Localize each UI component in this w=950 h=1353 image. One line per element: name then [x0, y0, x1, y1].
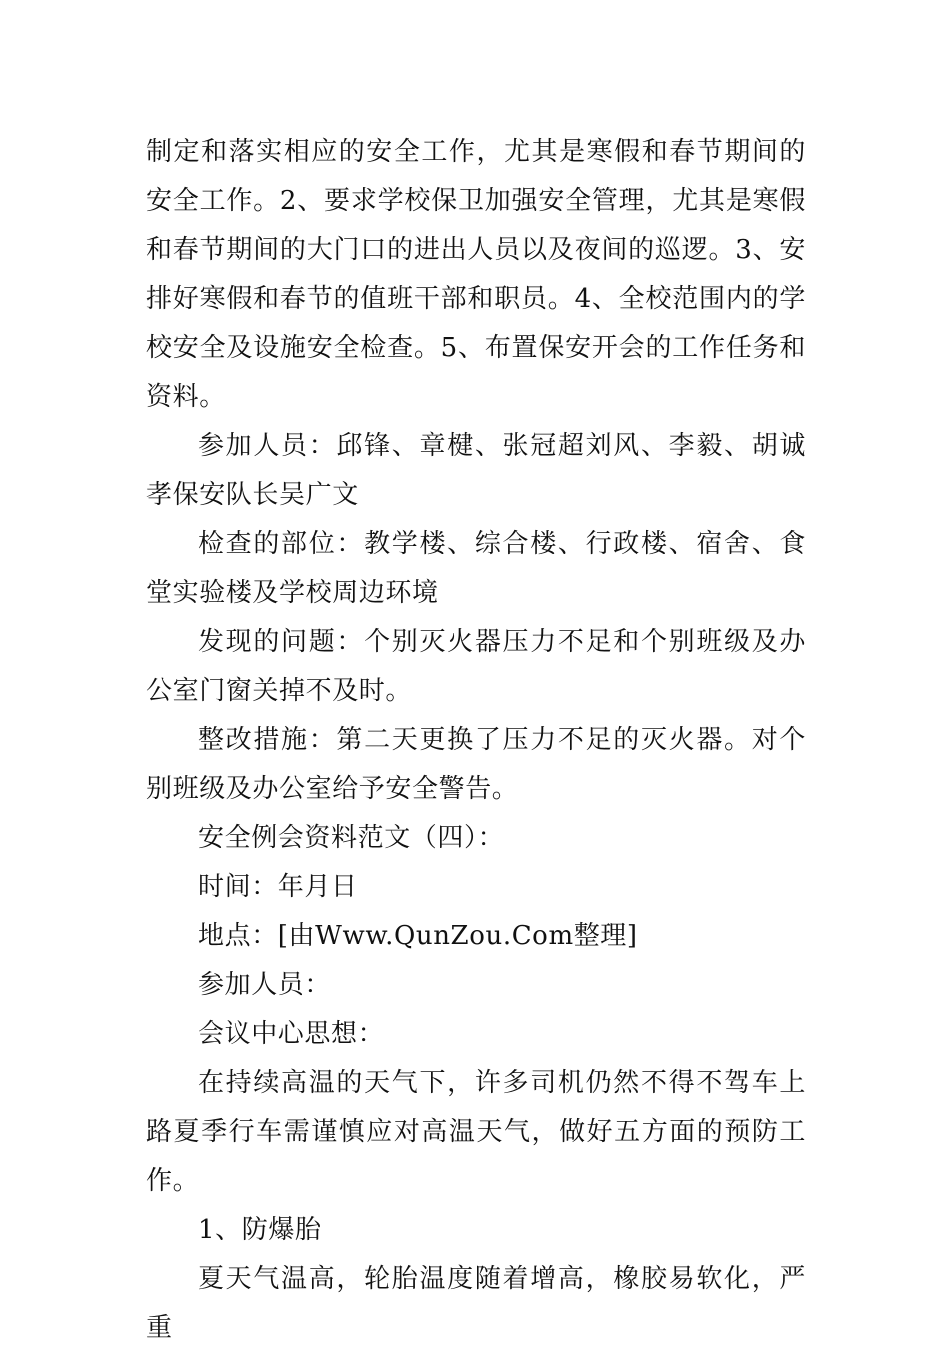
paragraph-inspection-areas: 检查的部位：教学楼、综合楼、行政楼、宿舍、食堂实验楼及学校周边环境	[146, 529, 806, 608]
paragraph-summer-driving: 在持续高温的天气下，许多司机仍然不得不驾车上路夏季行车需谨慎应对高温天气，做好五方面的预防工作。	[146, 1068, 806, 1196]
document-page	[146, 128, 806, 1353]
list-item-1-heading: 1、防爆胎	[198, 1215, 322, 1245]
paragraph-problems-found: 发现的问题：个别灭火器压力不足和个别班级及办公室门窗关掉不及时。	[146, 627, 806, 706]
paragraph-attendees: 参加人员：	[198, 970, 332, 1000]
paragraph-tire-temperature: 夏天气温高，轮胎温度随着增高，橡胶易软化，严重	[146, 1264, 806, 1343]
paragraph-central-idea: 会议中心思想：	[198, 1019, 385, 1049]
paragraph-participants: 参加人员：邱锋、章楗、张冠超刘风、李毅、胡诚孝保安队长吴广文	[146, 431, 806, 510]
section-heading: 安全例会资料范文（四）：	[198, 823, 505, 853]
paragraph-1: 制定和落实相应的安全工作，尤其是寒假和春节期间的安全工作。2、要求学校保卫加强安全管理，尤其是寒假和春节期间的大门口的进出人员以及夜间的巡逻。3、安排好寒假和春节的值班干部和职员。4、全校范围内的学校安全及设施安全检查。5、布置保安开会的工作任务和资料。	[146, 137, 806, 412]
paragraph-time: 时间：年月日	[198, 872, 358, 902]
paragraph-corrective-measures: 整改措施：第二天更换了压力不足的灭火器。对个别班级及办公室给予安全警告。	[146, 725, 806, 804]
paragraph-location: 地点：[由Www.QunZou.Com整理]	[198, 921, 638, 951]
